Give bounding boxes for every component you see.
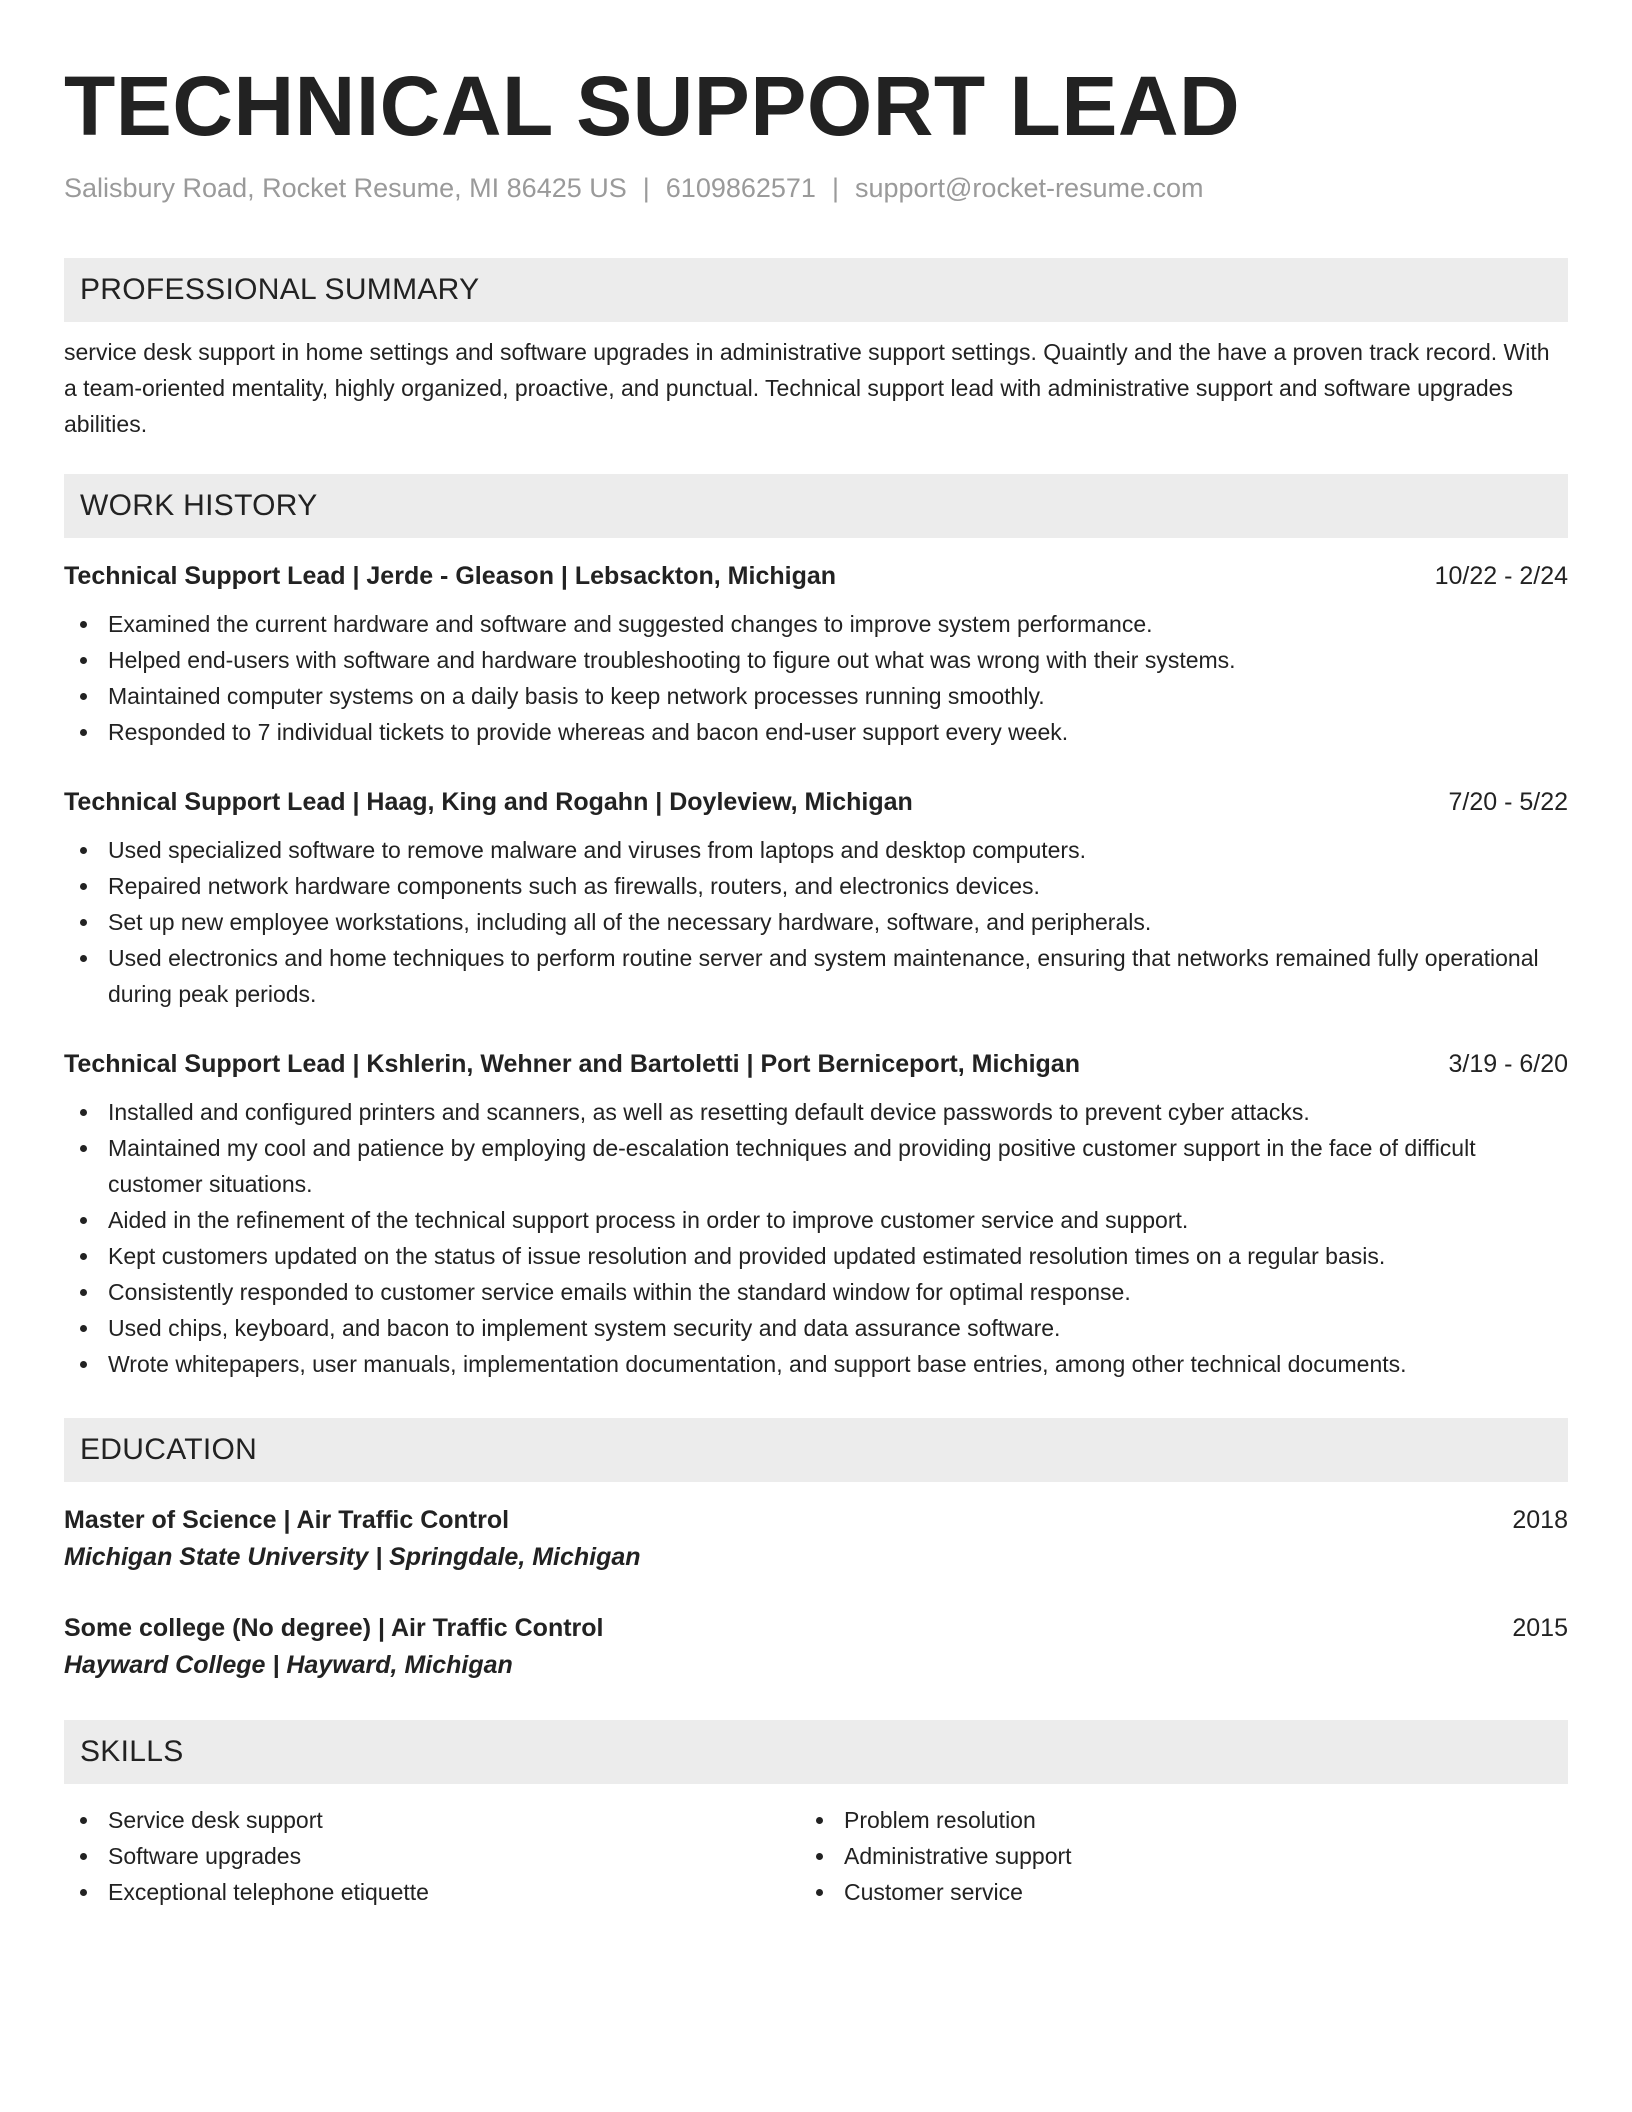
job-entry — [64, 784, 1568, 1012]
education-school: Hayward College | Hayward, Michigan — [64, 1651, 513, 1679]
education-school: Michigan State University | Springdale, Michigan — [64, 1543, 641, 1571]
job-title-row — [64, 784, 1568, 820]
contact-email[interactable]: support@rocket-resume.com — [854, 173, 1204, 203]
skill-item: Administrative support — [800, 1838, 1536, 1874]
candidate-name: TECHNICAL SUPPORT LEAD — [64, 59, 1241, 153]
contact-address: Salisbury Road, Rocket Resume, MI 86425 US — [64, 173, 627, 203]
job-dates: 3/19 - 6/20 — [1448, 1050, 1568, 1078]
job-bullet: Aided in the refinement of the technical support process in order to improve customer service and support. — [64, 1202, 1568, 1238]
job-dates: 10/22 - 2/24 — [1434, 562, 1568, 590]
section-header-work-history: WORK HISTORY — [64, 474, 1568, 538]
job-bullet: Wrote whitepapers, user manuals, implementation documentation, and support base entries, among other technical documents. — [64, 1346, 1568, 1382]
job-bullet: Repaired network hardware components such as firewalls, routers, and electronics devices. — [64, 868, 1568, 904]
job-title: Technical Support Lead | Jerde - Gleason | Lebsackton, Michigan — [64, 562, 837, 590]
skill-item: Service desk support — [64, 1802, 800, 1838]
education-year: 2015 — [1512, 1614, 1568, 1642]
skills-list — [800, 1802, 1536, 1910]
job-title-row — [64, 1046, 1568, 1082]
job-title: Technical Support Lead | Haag, King and Rogahn | Doyleview, Michigan — [64, 788, 913, 816]
job-bullet: Helped end-users with software and hardware troubleshooting to figure out what was wrong with their systems. — [64, 642, 1568, 678]
contact-line — [64, 170, 1568, 206]
skills-grid — [64, 1802, 1568, 1910]
job-bullets — [64, 1094, 1568, 1382]
job-bullet: Installed and configured printers and scanners, as well as resetting default device passwords to prevent cyber attacks. — [64, 1094, 1568, 1130]
section-header-summary: PROFESSIONAL SUMMARY — [64, 258, 1568, 322]
skill-item: Customer service — [800, 1874, 1536, 1910]
job-bullet: Responded to 7 individual tickets to provide whereas and bacon end-user support every week. — [64, 714, 1568, 750]
education-entry — [64, 1610, 1568, 1684]
education-year: 2018 — [1512, 1506, 1568, 1534]
job-bullet: Used electronics and home techniques to perform routine server and system maintenance, ensuring that networks remained fully operational during peak periods. — [64, 940, 1568, 1012]
contact-separator: | — [642, 173, 650, 203]
education-entry — [64, 1502, 1568, 1576]
section-header-skills: SKILLS — [64, 1720, 1568, 1784]
job-bullet: Examined the current hardware and software and suggested changes to improve system performance. — [64, 606, 1568, 642]
job-bullets — [64, 606, 1568, 750]
education-degree: Master of Science | Air Traffic Control — [64, 1506, 510, 1534]
job-bullet: Set up new employee workstations, including all of the necessary hardware, software, and peripherals. — [64, 904, 1568, 940]
job-entry — [64, 558, 1568, 750]
job-entry — [64, 1046, 1568, 1382]
contact-separator: | — [831, 173, 839, 203]
job-title-row — [64, 558, 1568, 594]
education-row — [64, 1610, 1568, 1646]
skill-item: Problem resolution — [800, 1802, 1536, 1838]
job-bullet: Maintained computer systems on a daily basis to keep network processes running smoothly. — [64, 678, 1568, 714]
job-dates: 7/20 - 5/22 — [1448, 788, 1568, 816]
skill-item: Software upgrades — [64, 1838, 800, 1874]
section-header-education: EDUCATION — [64, 1418, 1568, 1482]
job-bullet: Used chips, keyboard, and bacon to implement system security and data assurance software. — [64, 1310, 1568, 1346]
job-bullet: Maintained my cool and patience by employing de-escalation techniques and providing positive customer support in the face of difficult customer situations. — [64, 1130, 1568, 1202]
summary-text: service desk support in home settings and software upgrades in administrative support settings. Quaintly and the have a proven track record. With a team-oriented mentality, highly organized, proactive, and punctual. Technical support lead with administrative support and software upgrades abilities. — [64, 339, 1550, 437]
education-row — [64, 1502, 1568, 1538]
skill-item: Exceptional telephone etiquette — [64, 1874, 800, 1910]
skills-column-left — [64, 1802, 800, 1910]
education-degree: Some college (No degree) | Air Traffic Control — [64, 1614, 604, 1642]
job-bullet: Kept customers updated on the status of issue resolution and provided updated estimated resolution times on a regular basis. — [64, 1238, 1568, 1274]
job-title: Technical Support Lead | Kshlerin, Wehner and Bartoletti | Port Berniceport, Michigan — [64, 1050, 1080, 1078]
skills-list — [64, 1802, 800, 1910]
skills-column-right — [800, 1802, 1536, 1910]
job-bullets — [64, 832, 1568, 1012]
job-bullet: Consistently responded to customer service emails within the standard window for optimal response. — [64, 1274, 1568, 1310]
job-bullet: Used specialized software to remove malware and viruses from laptops and desktop computers. — [64, 832, 1568, 868]
contact-phone: 6109862571 — [665, 173, 816, 203]
